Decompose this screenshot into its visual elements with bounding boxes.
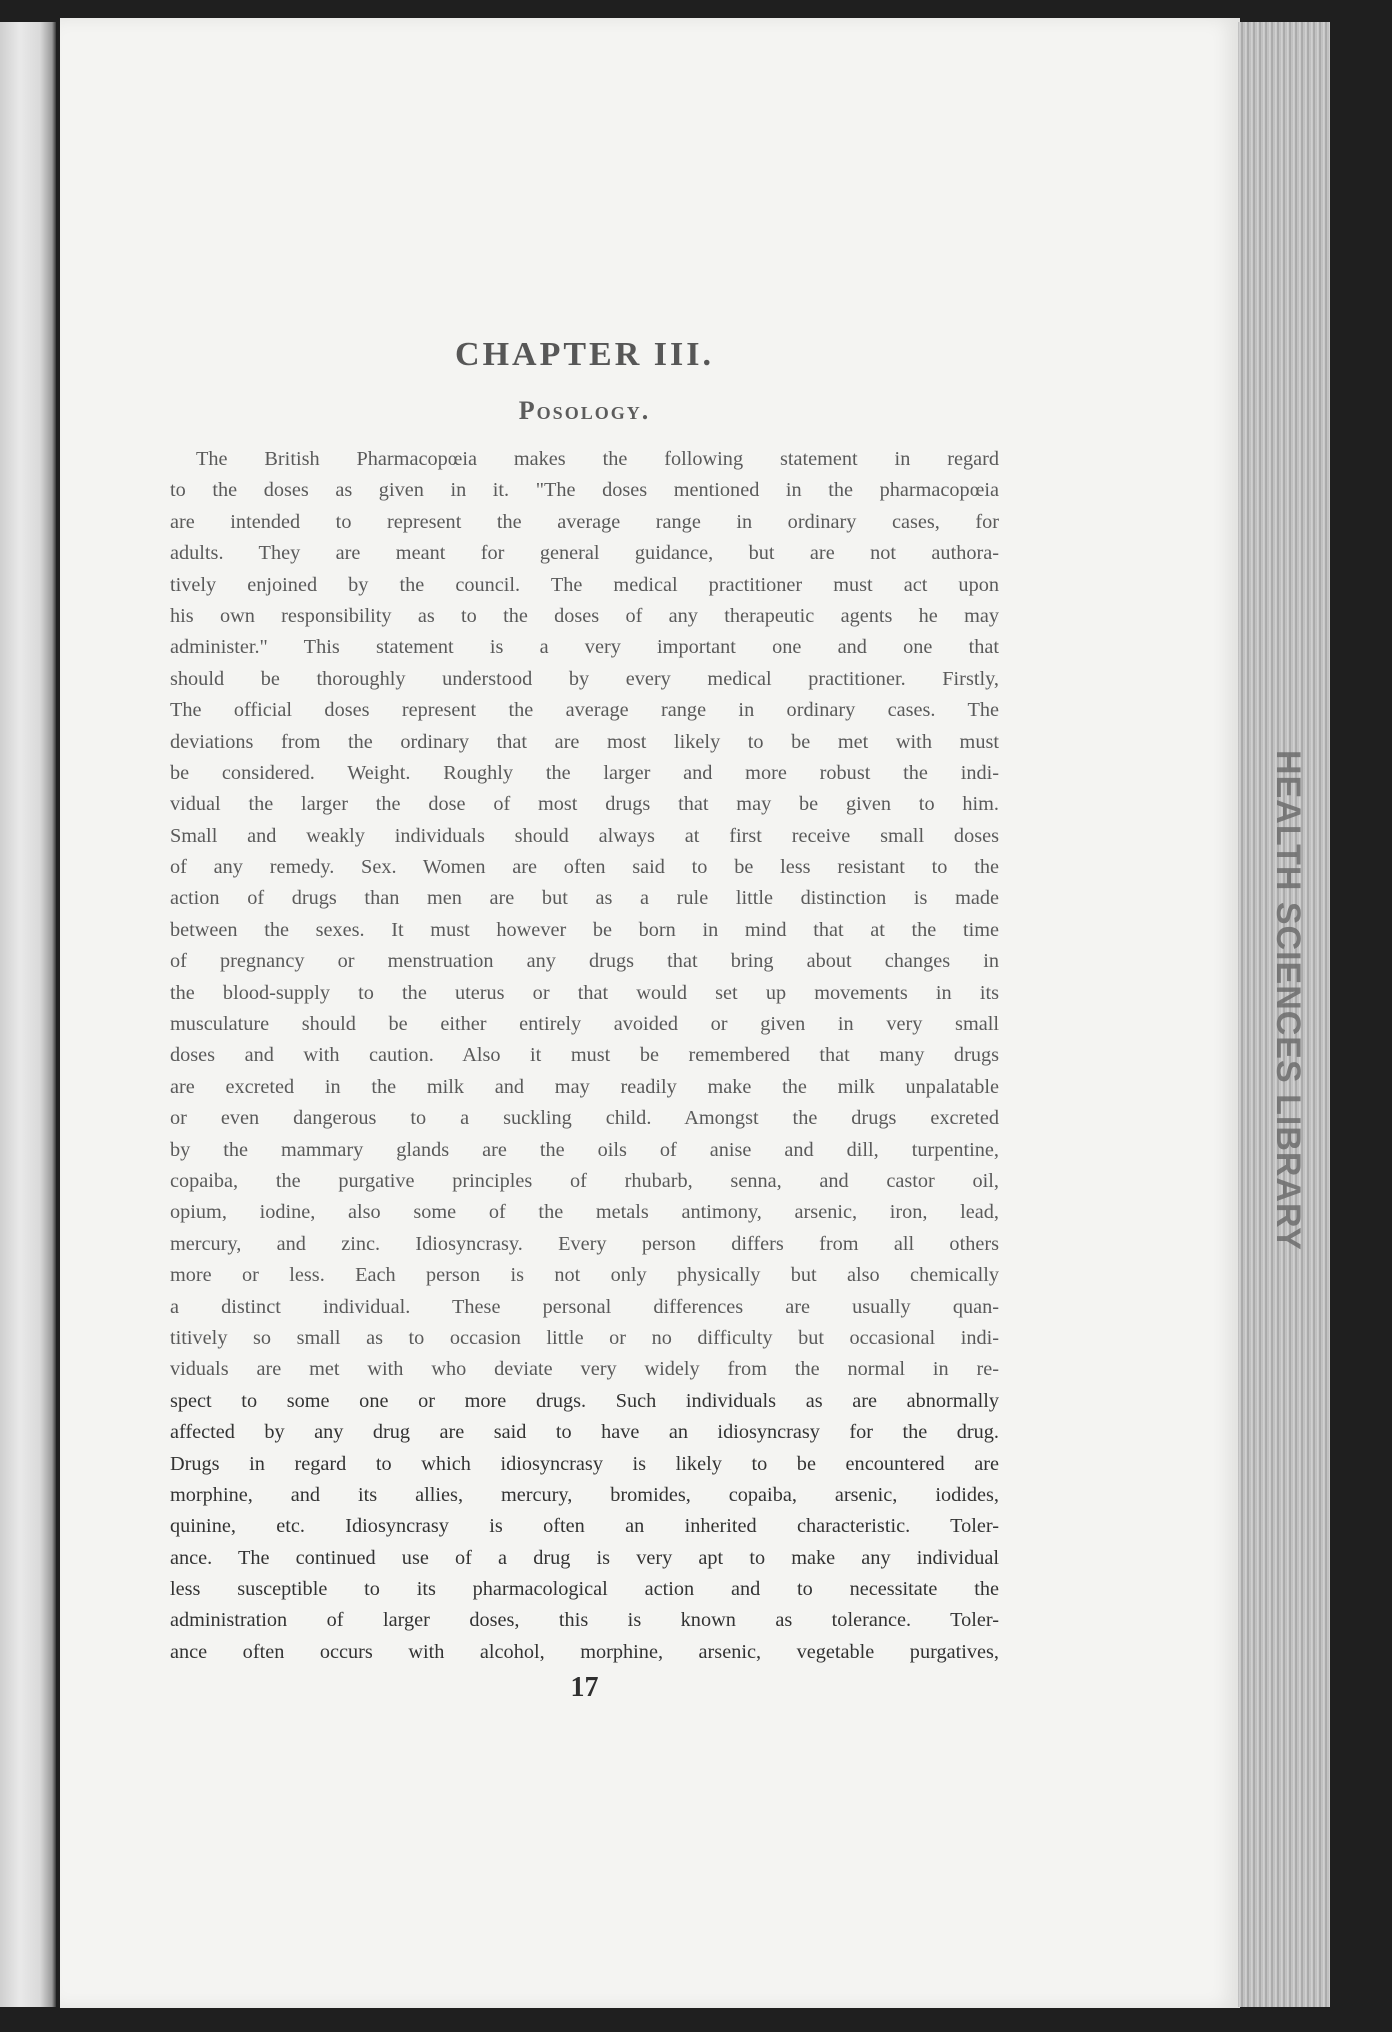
text-line: more or less. Each person is not only physically but also chemically (170, 1264, 999, 1287)
text-line: viduals are met with who deviate very widely from the normal in re- (170, 1358, 999, 1381)
text-line: affected by any drug are said to have an idiosyncrasy for the drug. (170, 1421, 999, 1444)
text-line: ance. The continued use of a drug is very apt to make any individual (170, 1546, 999, 1569)
text-line: are excreted in the milk and may readily make the milk unpalatable (170, 1075, 999, 1098)
body-paragraph (170, 444, 999, 1668)
text-line: of pregnancy or menstruation any drugs that bring about changes in (170, 950, 999, 973)
text-line: the blood-supply to the uterus or that would set up movements in its (170, 981, 999, 1004)
text-line: a distinct individual. These personal differences are usually quan- (170, 1295, 999, 1318)
text-line: should be thoroughly understood by every medical practitioner. Firstly, (170, 667, 999, 690)
page-number: 17 (570, 1672, 599, 1703)
facing-page-edge (0, 22, 56, 2007)
text-line: between the sexes. It must however be born in mind that at the time (170, 918, 999, 941)
text-line: tively enjoined by the council. The medical practitioner must act upon (170, 573, 999, 596)
library-stamp-text: HEALTH SCIENCES LIBRARY (1268, 749, 1307, 1251)
text-line: action of drugs than men are but as a rule little distinction is made (170, 887, 999, 910)
text-line: his own responsibility as to the doses of any therapeutic agents he may (170, 604, 999, 627)
text-line: administer." This statement is a very important one and one that (170, 636, 999, 659)
text-line: copaiba, the purgative principles of rhubarb, senna, and castor oil, (170, 1169, 999, 1192)
text-line: adults. They are meant for general guidance, but are not authora- (170, 542, 999, 565)
text-line: The British Pharmacopœia makes the following statement in regard (196, 448, 999, 470)
text-line: musculature should be either entirely avoided or given in very small (170, 1013, 999, 1036)
text-line: mercury, and zinc. Idiosyncrasy. Every person differs from all others (170, 1232, 999, 1255)
text-line: or even dangerous to a suckling child. Amongst the drugs excreted (170, 1107, 999, 1130)
text-line: are intended to represent the average range in ordinary cases, for (170, 510, 999, 533)
text-line: administration of larger doses, this is known as tolerance. Toler- (170, 1609, 999, 1632)
text-line: titively so small as to occasion little or no difficulty but occasional indi- (170, 1326, 999, 1349)
text-line: Drugs in regard to which idiosyncrasy is likely to be encountered are (170, 1452, 999, 1475)
text-line: be considered. Weight. Roughly the larger and more robust the indi- (170, 761, 999, 784)
text-line: less susceptible to its pharmacological action and to necessitate the (170, 1578, 999, 1601)
text-line: vidual the larger the dose of most drugs that may be given to him. (170, 793, 999, 816)
text-line: spect to some one or more drugs. Such individuals as are abnormally (170, 1389, 999, 1412)
text-line: of any remedy. Sex. Women are often said to be less resistant to the (170, 856, 999, 879)
text-line: Small and weakly individuals should always at first receive small doses (170, 824, 999, 847)
text-line: opium, iodine, also some of the metals antimony, arsenic, iron, lead, (170, 1201, 999, 1224)
text-line: by the mammary glands are the oils of anise and dill, turpentine, (170, 1138, 999, 1161)
chapter-title: CHAPTER III. (455, 336, 714, 373)
text-line: The official doses represent the average range in ordinary cases. The (170, 699, 999, 722)
text-line: doses and with caution. Also it must be remembered that many drugs (170, 1044, 999, 1067)
text-line: deviations from the ordinary that are most likely to be met with must (170, 730, 999, 753)
text-line: quinine, etc. Idiosyncrasy is often an inherited characteristic. Toler- (170, 1515, 999, 1538)
text-line: morphine, and its allies, mercury, bromides, copaiba, arsenic, iodides, (170, 1483, 999, 1506)
library-stamp (1252, 740, 1322, 1260)
text-line: to the doses as given in it. "The doses mentioned in the pharmacopœia (170, 479, 999, 502)
section-title: Posology. (518, 396, 651, 425)
text-line: ance often occurs with alcohol, morphine, arsenic, vegetable purgatives, (170, 1640, 999, 1663)
